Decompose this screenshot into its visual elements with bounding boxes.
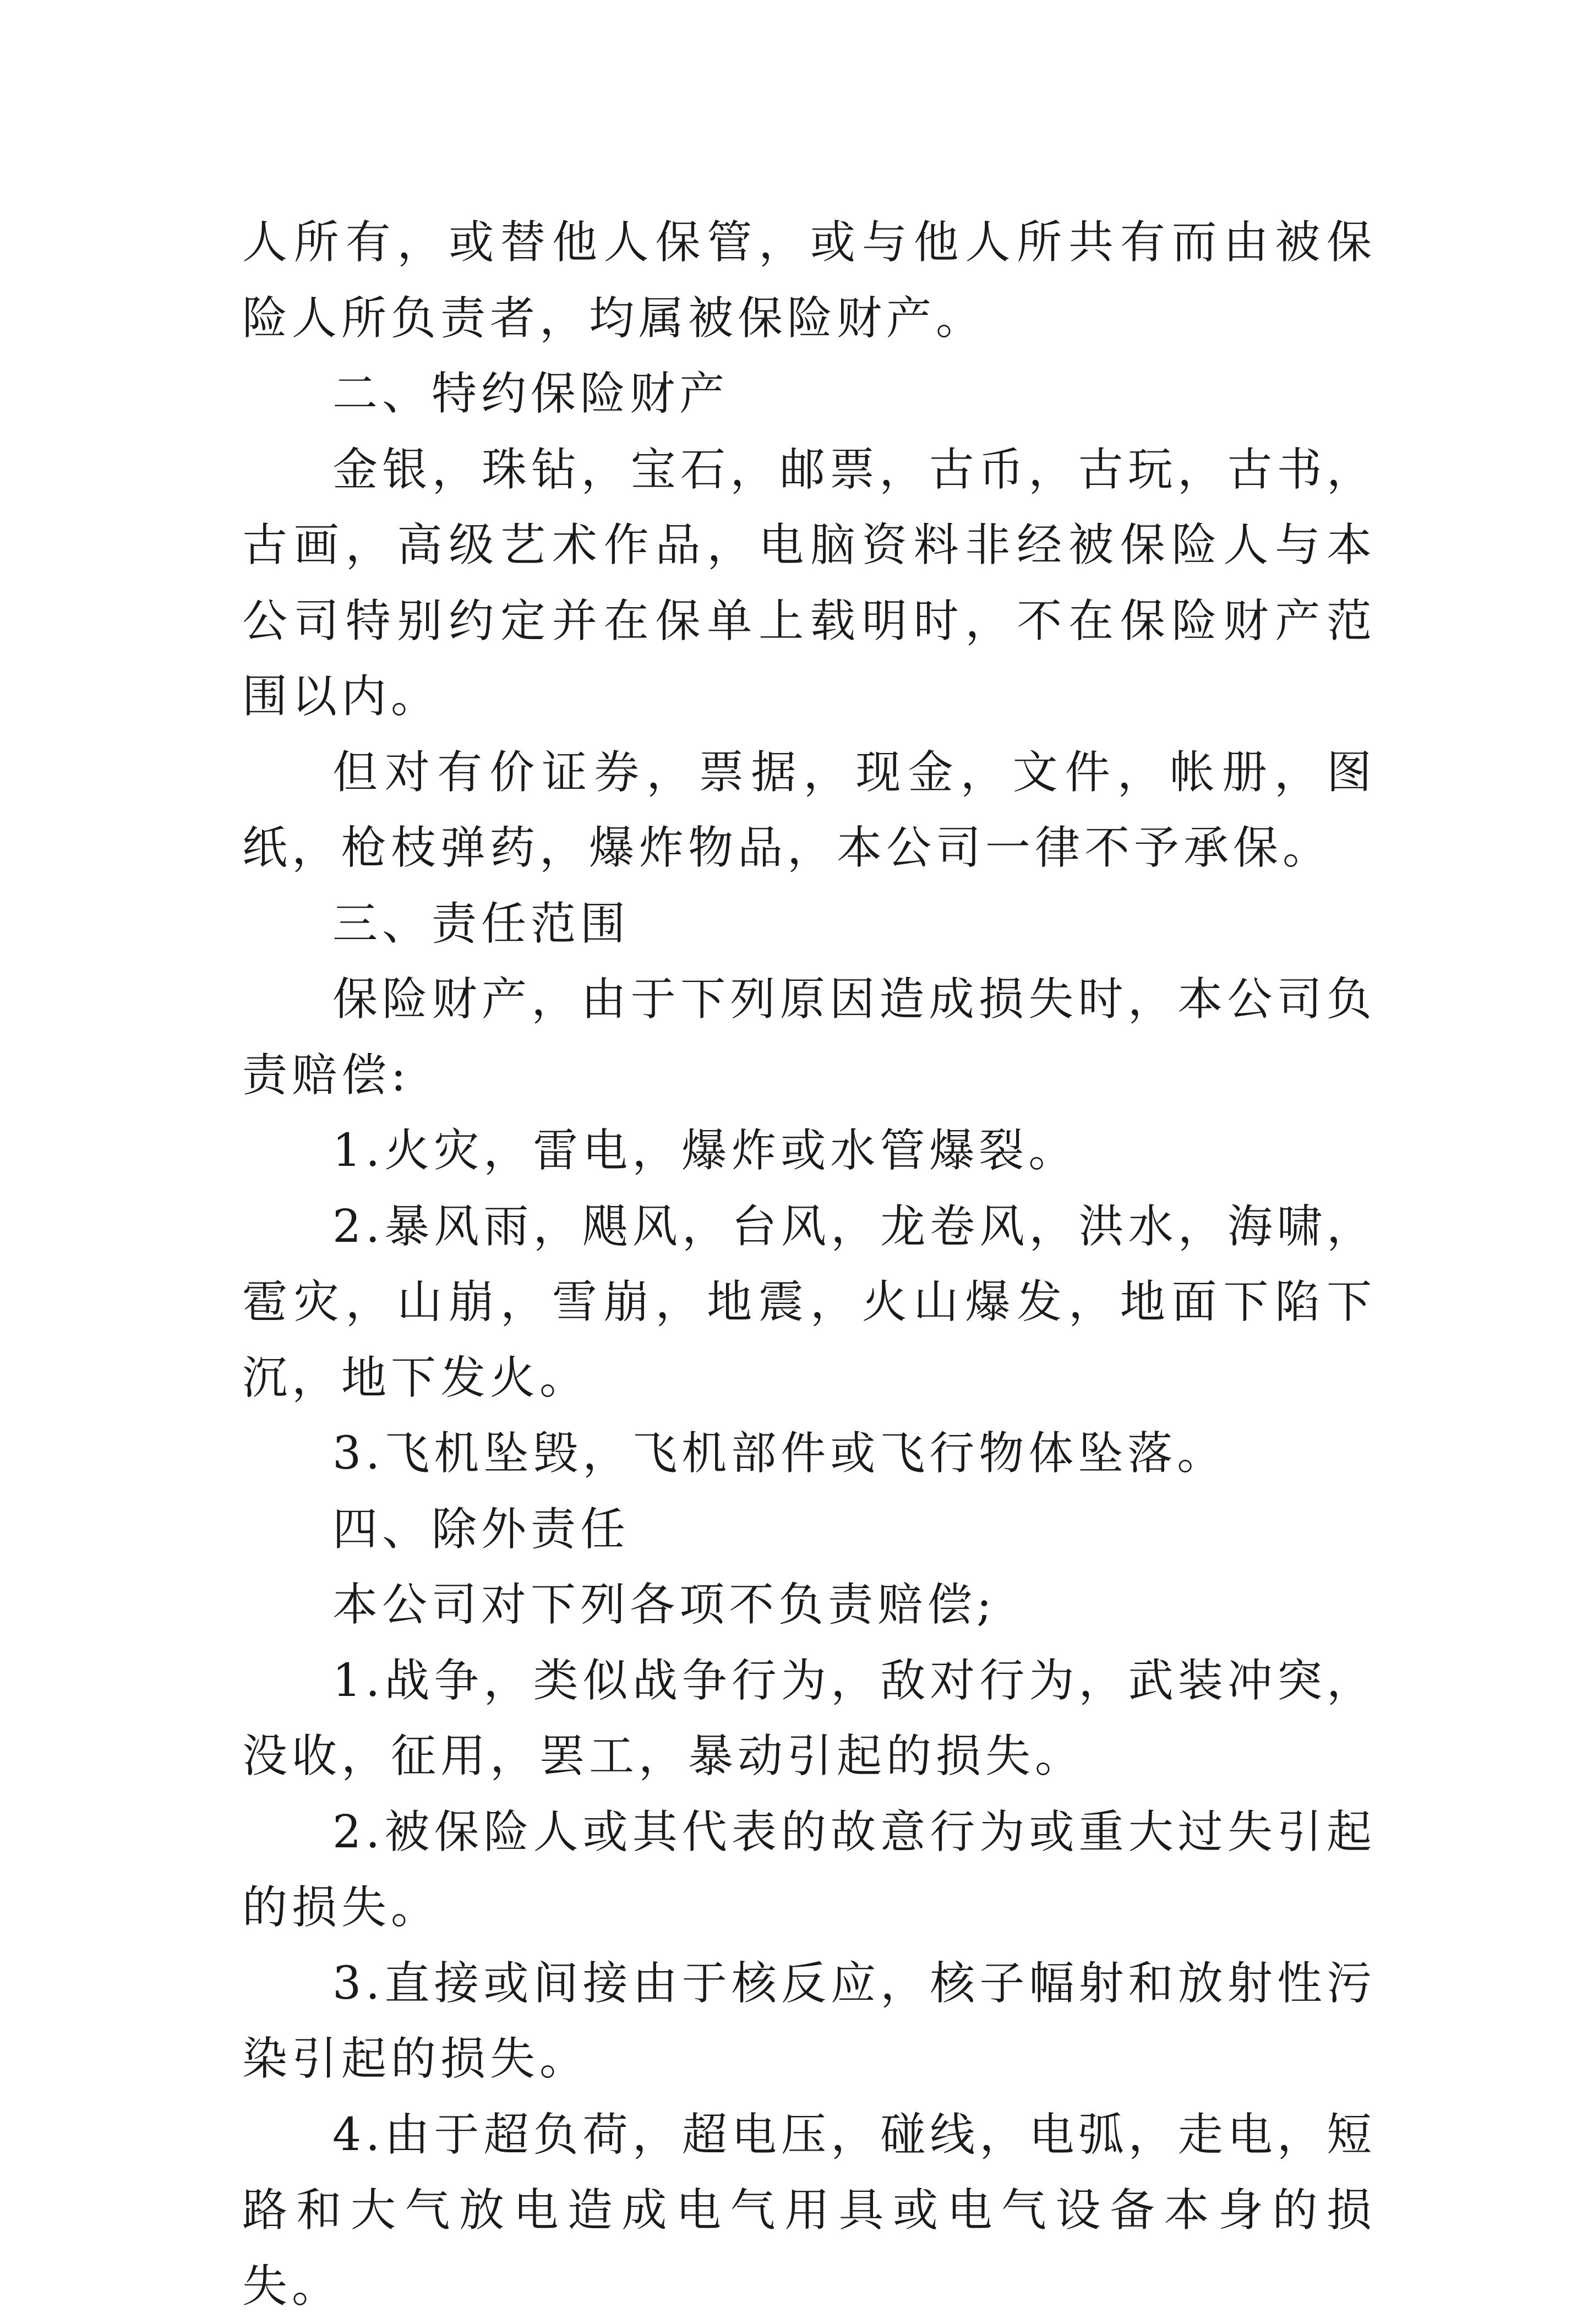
list-item-liability-1: 1.火灾，雷电，爆炸或水管爆裂。 [242,1113,1376,1189]
paragraph-exclusions-intro: 本公司对下列各项不负责赔偿; [242,1567,1376,1643]
section-heading-special-property: 二、特约保险财产 [242,356,1376,432]
document-body [242,205,1376,2324]
list-item-exclusion-2: 2.被保险人或其代表的故意行为或重大过失引起的损失。 [242,1794,1376,1946]
list-item-liability-2: 2.暴风雨，飓风，台风，龙卷风，洪水，海啸，雹灾，山崩，雪崩，地震，火山爆发，地面下陷下沉，地下发火。 [242,1189,1376,1416]
section-heading-exclusions: 四、除外责任 [242,1492,1376,1568]
section-heading-liability-scope: 三、责任范围 [242,886,1376,962]
paragraph-continuation: 人所有，或替他人保管，或与他人所共有而由被保险人所负责者，均属被保险财产。 [242,205,1376,356]
list-item-exclusion-4: 4.由于超负荷，超电压，碰线，电弧，走电，短路和大气放电造成电气用具或电气设备本身的损失。 [242,2097,1376,2324]
list-item-exclusion-1: 1.战争，类似战争行为，敌对行为，武装冲突，没收，征用，罢工，暴动引起的损失。 [242,1643,1376,1794]
paragraph-excluded-items: 但对有价证券，票据，现金，文件，帐册，图纸，枪枝弹药，爆炸物品，本公司一律不予承保。 [242,735,1376,886]
list-item-liability-3: 3.飞机坠毁，飞机部件或飞行物体坠落。 [242,1416,1376,1492]
paragraph-liability-intro: 保险财产，由于下列原因造成损失时，本公司负责赔偿: [242,962,1376,1113]
paragraph-special-property-terms: 金银，珠钻，宝石，邮票，古币，古玩，古书，古画，高级艺术作品，电脑资料非经被保险人与本公司特别约定并在保单上载明时，不在保险财产范围以内。 [242,432,1376,735]
list-item-exclusion-3: 3.直接或间接由于核反应，核子幅射和放射性污染引起的损失。 [242,1946,1376,2097]
